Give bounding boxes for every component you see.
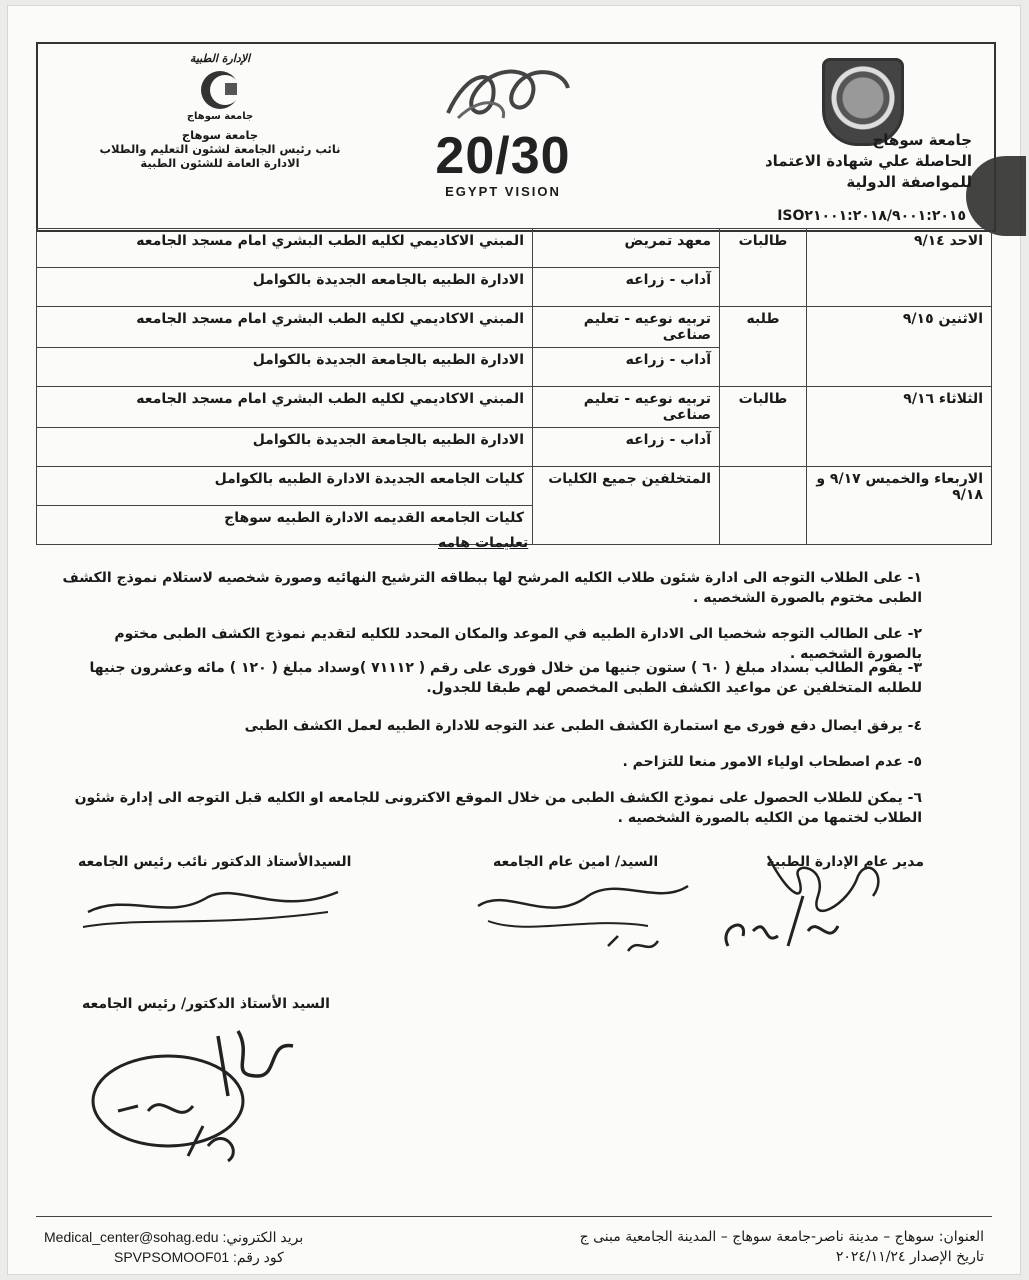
footer-email[interactable]: Medical_center@sohag.edu: [44, 1229, 219, 1245]
vision-number: 20/30: [435, 127, 571, 185]
footer-issue-date: تاريخ الإصدار ٢٠٢٤/١١/٢٤: [835, 1249, 984, 1265]
location-cell: الادارة الطبيه بالجامعة الجديدة بالكوامل: [37, 348, 533, 387]
iso-standard: ISO٢١٠٠١:٢٠١٨/٩٠٠١:٢٠١٥: [777, 208, 966, 224]
location-cell: المبني الاكاديمي لكليه الطب البشري امام مسجد الجامعه: [37, 229, 533, 268]
category-cell: طالبات: [720, 229, 807, 307]
location-cell: الادارة الطبيه بالجامعة الجديدة بالكوامل: [37, 428, 533, 467]
day-cell: الاربعاء والخميس ٩/١٧ و ٩/١٨: [807, 467, 992, 545]
day-cell: الاثنين ٩/١٥: [807, 307, 992, 387]
instruction-item: ٤- يرفق ايصال دفع فورى مع استمارة الكشف الطبى عند التوجه للادارة الطبيه لعمل الكشف الطبى: [244, 718, 922, 734]
footer-code-label: كود رقم:: [233, 1249, 284, 1265]
secretary-general-signature: [468, 866, 698, 966]
footer-email-label: بريد الكتروني:: [222, 1229, 304, 1245]
medical-logo-caption: جامعة سوهاج: [186, 111, 254, 122]
faculty-cell: معهد تمريض: [533, 229, 720, 268]
day-cell: الاحد ٩/١٤: [807, 229, 992, 307]
letterhead-left: [60, 52, 380, 170]
vision-text: EGYPT VISION: [445, 184, 561, 199]
medical-admin-logo-text: الإدارة الطبية: [189, 52, 251, 65]
faculty-cell: آداب - زراعه: [533, 268, 720, 307]
instruction-item: ٣- يقوم الطالب بسداد مبلغ ( ٦٠ ) ستون جنيها من خلال فورى على رقم ( ٧١١١٢ )وسداد مبلغ ( ١٢٠ ) مائه وعشرون جنيها للطلبه المتخلفين عن مواعيد الكشف الطبى المخصص لهم طبقا للجدول.: [89, 660, 922, 696]
secretary-general-title: السيد/ امين عام الجامعه: [493, 854, 659, 870]
table-row: [37, 307, 992, 348]
page-footer: [36, 1216, 992, 1273]
vice-president-signature: [78, 872, 348, 942]
accreditation-line-1: الحاصلة علي شهادة الاعتماد: [764, 152, 972, 170]
medical-director-signature: [708, 836, 928, 966]
location-cell: كليات الجامعه الجديدة الادارة الطبيه بالكوامل: [37, 467, 533, 506]
accreditation-line-2: للمواصفة الدولية: [846, 173, 972, 191]
footer-address-block: [580, 1227, 984, 1267]
letterhead-right: [762, 130, 972, 193]
category-cell: [720, 467, 807, 545]
instruction-item: ٦- يمكن للطلاب الحصول على نموذج الكشف الطبى من خلال الموقع الاكترونى للجامعه او الكليه قبل التوجه الى إدارة شئون الطلاب لختمها من الكليه بالصورة الشخصيه .: [74, 790, 922, 826]
footer-address: العنوان: سوهاج – مدينة ناصر-جامعة سوهاج – المدينة الجامعية مبنى ج: [579, 1229, 984, 1245]
location-cell: الادارة الطبيه بالجامعه الجديدة بالكوامل: [37, 268, 533, 307]
footer-contact-block: [44, 1227, 303, 1267]
location-cell: المبني الاكاديمي لكليه الطب البشري امام مسجد الجامعه: [37, 307, 533, 348]
egypt-vision-logo: [378, 54, 628, 204]
faculty-cell: تربيه نوعيه - تعليم صناعى: [533, 387, 720, 428]
faculty-cell: المتخلفين جميع الكليات: [533, 467, 720, 545]
vice-president-title: نائب رئيس الجامعة لشئون التعليم والطلاب: [99, 142, 341, 156]
table-row: [37, 467, 992, 506]
day-cell: الثلاثاء ٩/١٦: [807, 387, 992, 467]
faculty-cell: تربيه نوعيه - تعليم صناعى: [533, 307, 720, 348]
location-cell: كليات الجامعه القديمه الادارة الطبيه سوهاج: [37, 506, 533, 545]
left-university-name: جامعة سوهاج: [181, 128, 259, 142]
president-signature-title: السيد الأستاذ الدكتور/ رئيس الجامعه: [82, 996, 330, 1012]
category-cell: طلبه: [720, 307, 807, 387]
exam-schedule-table: [36, 228, 992, 545]
instruction-item: ٥- عدم اصطحاب اولياء الامور منعا للتزاحم .: [622, 754, 922, 770]
footer-code: SPVPSOMOOF01: [114, 1249, 230, 1265]
president-signature: [78, 1016, 338, 1166]
faculty-cell: آداب - زراعه: [533, 428, 720, 467]
instruction-item: ٢- على الطالب التوجه شخصيا الى الادارة الطبيه في الموعد والمكان المحدد للكليه لتقديم نموذج الكشف الطبى مختوم بالصورة الشخصيه .: [114, 626, 922, 662]
medical-director-title: مدير عام الإدارة الطبية: [766, 854, 924, 870]
university-name: جامعة سوهاج: [872, 131, 972, 149]
letterhead: [36, 42, 996, 232]
category-cell: طالبات: [720, 387, 807, 467]
table-row: [37, 387, 992, 428]
document-page: [8, 6, 1020, 1274]
table-row: [37, 229, 992, 268]
location-cell: المبني الاكاديمي لكليه الطب البشري امام مسجد الجامعه: [37, 387, 533, 428]
instruction-item: ١- على الطلاب التوجه الى ادارة شئون طلاب الكليه المرشح لها ببطاقه الترشيح النهائيه وصورة شخصيه لاستلام نموذج الكشف الطبى مختوم بالصورة الشخصيه .: [62, 570, 922, 606]
vision-swirl-icon: [438, 58, 578, 128]
vice-president-signature-title: السيدالأستاذ الدكتور نائب رئيس الجامعه: [78, 854, 352, 870]
department-name: الادارة العامة للشئون الطبية: [140, 156, 300, 170]
instructions-title: تعليمات هامه: [438, 535, 529, 551]
faculty-cell: آداب - زراعه: [533, 348, 720, 387]
medical-crescent-icon: [201, 71, 239, 109]
